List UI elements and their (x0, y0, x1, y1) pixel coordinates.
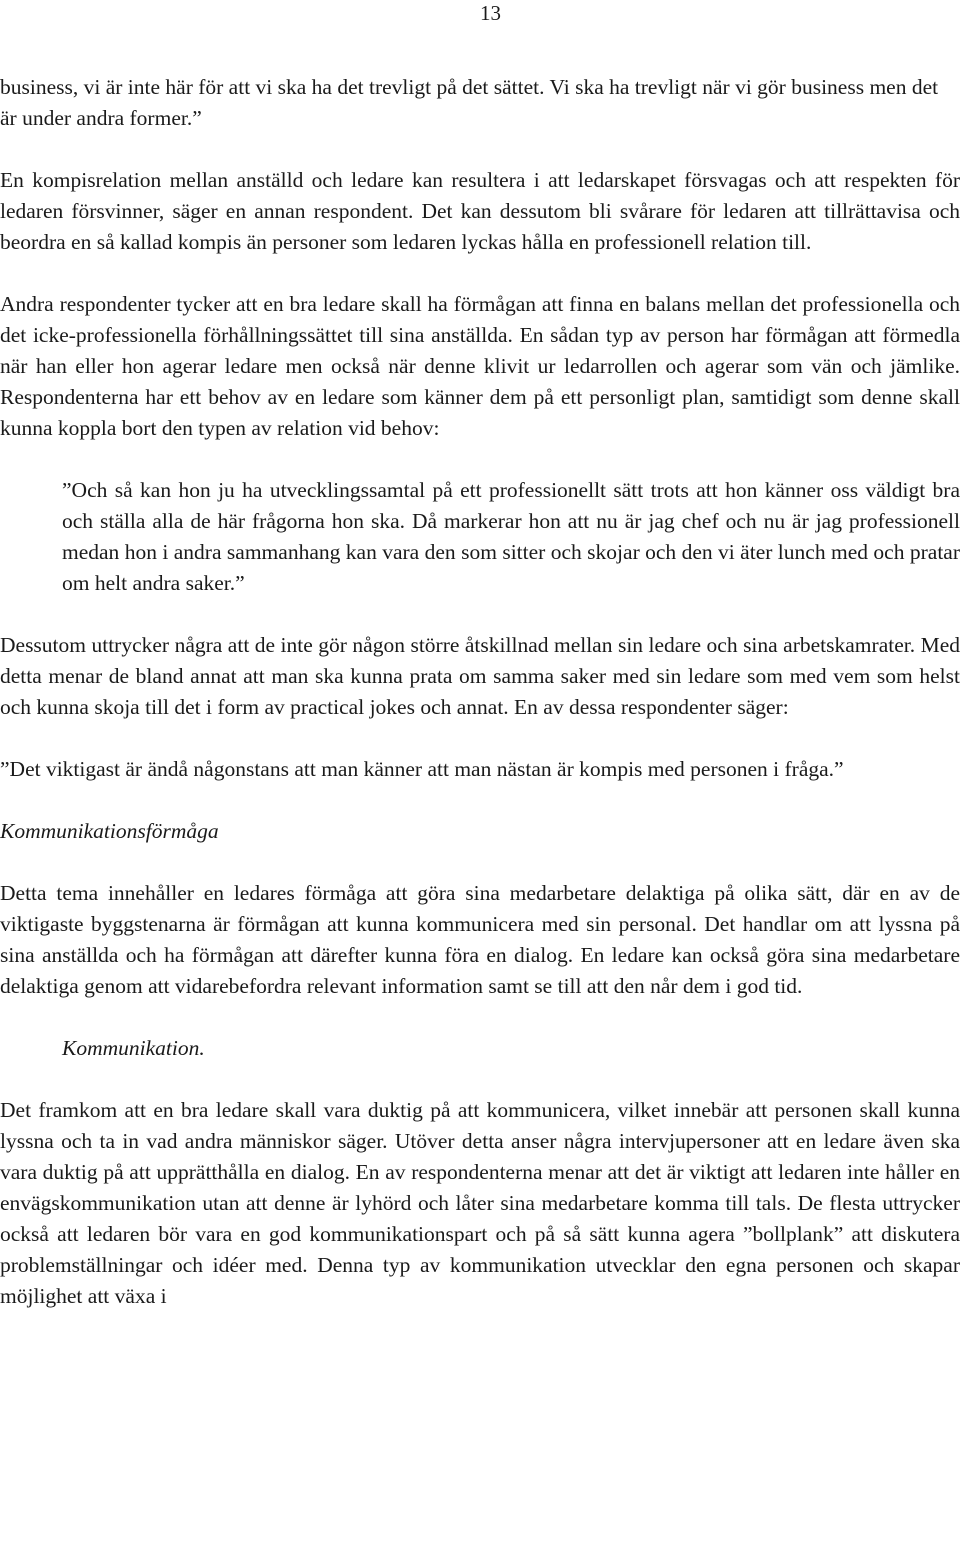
paragraph-gap (0, 258, 960, 289)
paragraph-gap (0, 599, 960, 630)
paragraph-gap (0, 785, 960, 816)
paragraph-gap (0, 444, 960, 475)
page-number: 13 (480, 1, 501, 25)
paragraph-gap (0, 723, 960, 754)
paragraph-4: Dessutom uttrycker några att de inte gör någon större åtskillnad mellan sin ledare och sina arbetskamrater. Med detta menar de bland annat att man ska kunna prata om samma saker med sin ledare som med vem som helst och kunna skoja till det i form av practical jokes och annat. En av dessa respondenter säger: (0, 633, 960, 719)
document-body (0, 72, 960, 1312)
paragraph-5: Detta tema innehåller en ledares förmåga att göra sina medarbetare delaktiga på olika sätt, där en av de viktigaste byggstenarna är förmågan att kunna kommunicera med sin personal. Det handlar om att lyssna på sina anställda och ha förmågan att därefter kunna föra en dialog. En ledare kan också göra sina medarbetare delaktiga genom att vidarebefordra relevant information samt se till att den når dem i god tid. (0, 881, 960, 998)
paragraph-6: Det framkom att en bra ledare skall vara duktig på att kommunicera, vilket innebär att personen skall kunna lyssna och ta in vad andra människor säger. Utöver detta anser några intervjupersoner att en ledare även ska vara duktig på att upprätthålla en dialog. En av respondenterna menar att det är viktigt att ledaren inte håller en envägskommunikation utan att denne är lyhörd och låter sina medarbetare komma till tals. De flesta uttrycker också att ledaren bör vara en god kommunikationspart och på så sätt kunna agera ”bollplank” att diskutera problemställningar och idéer med. Denna typ av kommunikation utvecklar den egna personen och skapar möjlighet att växa i (0, 1098, 960, 1308)
paragraph-3: Andra respondenter tycker att en bra ledare skall ha förmågan att finna en balans mellan det professionella och det icke-professionella förhållningssättet till sina anställda. En sådan typ av person har förmågan att förmedla när han eller hon agerar ledare men också när denne klivit ur ledarrollen och agerar som vän och jämlike. Respondenterna har ett behov av en ledare som känner dem på ett personligt plan, samtidigt som denne skall kunna koppla bort den typen av relation vid behov: (0, 292, 960, 440)
quote-2: ”Det viktigast är ändå någonstans att man känner att man nästan är kompis med personen i fråga.” (0, 757, 844, 781)
quote-1: ”Och så kan hon ju ha utvecklingssamtal på ett professionellt sätt trots att hon känner oss väldigt bra och ställa alla de här frågorna hon ska. Då markerar hon att nu är jag chef och nu är jag professionell medan hon i andra sammanhang kan vara den som sitter och skojar och den vi äter lunch med och pratar om helt andra saker.” (62, 478, 960, 595)
paragraph-gap (0, 1064, 960, 1095)
paragraph-1: business, vi är inte här för att vi ska ha det trevligt på det sättet. Vi ska ha trevligt när vi gör business men det är under andra former.” (0, 75, 939, 130)
section-heading: Kommunikationsförmåga (0, 819, 219, 843)
paragraph-gap (0, 134, 960, 165)
subsection-heading: Kommunikation. (62, 1036, 205, 1060)
paragraph-2: En kompisrelation mellan anställd och ledare kan resultera i att ledarskapet försvagas och att respekten för ledaren försvinner, säger en annan respondent. Det kan dessutom bli svårare för ledaren att tillrättavisa och beordra en så kallad kompis än personer som ledaren lyckas hålla en professionell relation till. (0, 168, 960, 254)
paragraph-gap (0, 847, 960, 878)
paragraph-gap (0, 1002, 960, 1033)
